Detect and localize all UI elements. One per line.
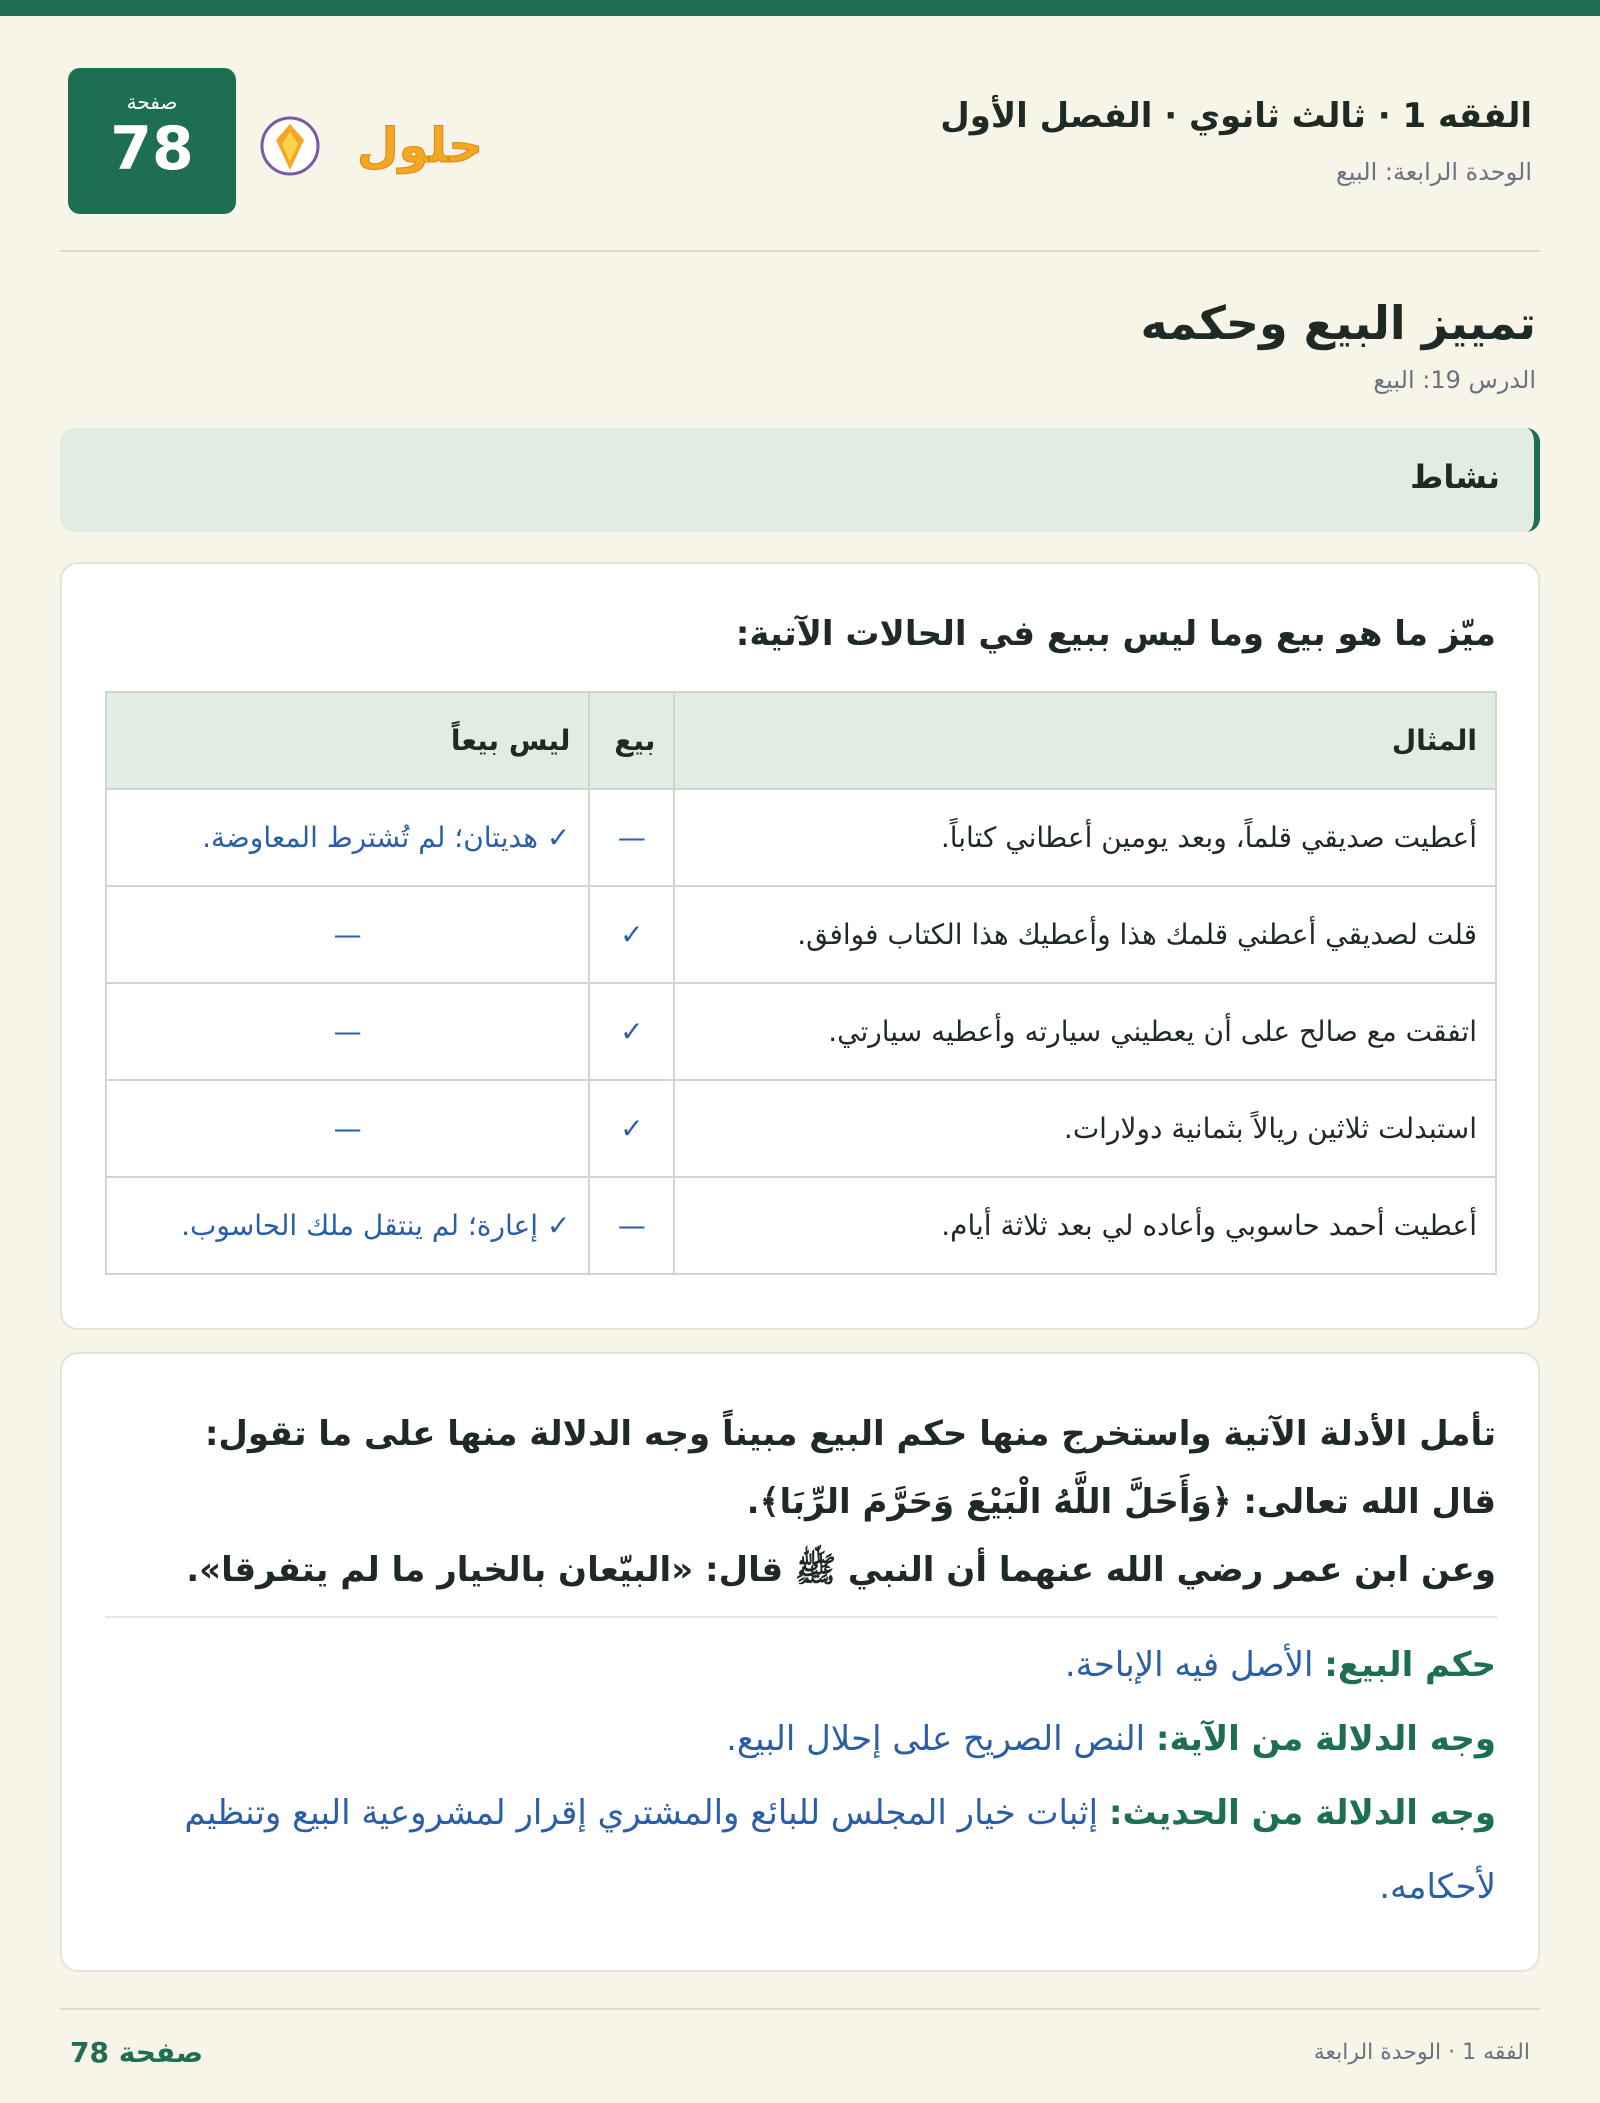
task2-divider xyxy=(105,1616,1497,1618)
task2-answers xyxy=(176,1628,1496,1924)
table-row xyxy=(106,886,1496,983)
answer-label: وجه الدلالة من الحديث: xyxy=(1108,1793,1496,1833)
answer-label: وجه الدلالة من الآية: xyxy=(1155,1719,1496,1759)
logo-wordmark: حلول xyxy=(357,118,483,174)
example-cell: اتفقت مع صالح على أن يعطيني سيارته وأعطيه سيارتي. xyxy=(674,983,1496,1080)
table-row xyxy=(106,983,1496,1080)
quran-verse: قال الله تعالى: ﴿وَأَحَلَّ اللَّهُ الْبَيْعَ وَحَرَّمَ الرِّبَا﴾. xyxy=(746,1482,1496,1522)
footer-divider xyxy=(60,2008,1540,2010)
table-header-row xyxy=(106,692,1496,789)
activity-banner xyxy=(60,428,1540,532)
page-header xyxy=(60,68,1540,218)
example-cell: قلت لصديقي أعطني قلمك هذا وأعطيك هذا الكتاب فوافق. xyxy=(674,886,1496,983)
page-badge-number: 78 xyxy=(110,114,194,184)
answer-hadith-evidence xyxy=(176,1776,1496,1924)
example-cell: أعطيت أحمد حاسوبي وأعاده لي بعد ثلاثة أيام. xyxy=(674,1177,1496,1274)
task1-question: ميّز ما هو بيع وما ليس ببيع في الحالات الآتية: xyxy=(735,614,1496,654)
sale-cell: ✓ xyxy=(589,1080,674,1177)
task1-card xyxy=(60,562,1540,1330)
task2-instruction: تأمل الأدلة الآتية واستخرج منها حكم البيع مبيناً وجه الدلالة منها على ما تقول: xyxy=(204,1414,1496,1454)
header-divider xyxy=(60,250,1540,252)
sale-cell: — xyxy=(589,789,674,886)
example-cell: أعطيت صديقي قلماً، وبعد يومين أعطاني كتاباً. xyxy=(674,789,1496,886)
column-header-example: المثال xyxy=(674,692,1496,789)
answer-ruling xyxy=(176,1628,1496,1702)
sale-cell: ✓ xyxy=(589,983,674,1080)
cases-table xyxy=(105,691,1497,1275)
answer-label: حكم البيع: xyxy=(1324,1645,1496,1685)
page-badge-label: صفحة xyxy=(126,90,178,114)
table-row xyxy=(106,1080,1496,1177)
not-sale-cell: — xyxy=(106,886,589,983)
hulul-logo xyxy=(260,104,500,184)
sale-cell: ✓ xyxy=(589,886,674,983)
example-cell: استبدلت ثلاثين ريالاً بثمانية دولارات. xyxy=(674,1080,1496,1177)
top-accent-strip xyxy=(0,0,1600,16)
table-row xyxy=(106,1177,1496,1274)
not-sale-cell: — xyxy=(106,1080,589,1177)
activity-label: نشاط xyxy=(1410,458,1500,496)
page-number-badge xyxy=(68,68,236,214)
table-row xyxy=(106,789,1496,886)
answer-text: إثبات خيار المجلس للبائع والمشتري إقرار لمشروعية البيع وتنظيم لأحكامه. xyxy=(184,1793,1496,1907)
not-sale-cell: — xyxy=(106,983,589,1080)
answer-text: النص الصريح على إحلال البيع. xyxy=(726,1719,1146,1759)
task2-question xyxy=(96,1400,1496,1604)
not-sale-cell: ✓ إعارة؛ لم ينتقل ملك الحاسوب. xyxy=(106,1177,589,1274)
footer-page-number: صفحة 78 xyxy=(70,2036,204,2069)
task2-card xyxy=(60,1352,1540,1972)
answer-text: الأصل فيه الإباحة. xyxy=(1064,1645,1314,1685)
book-title: الفقه 1 · ثالث ثانوي · الفصل الأول xyxy=(940,96,1532,136)
lesson-subtitle: الدرس 19: البيع xyxy=(1373,366,1536,394)
footer-source: الفقه 1 · الوحدة الرابعة xyxy=(1313,2040,1530,2065)
column-header-sale: بيع xyxy=(589,692,674,789)
sale-cell: — xyxy=(589,1177,674,1274)
not-sale-cell: ✓ هديتان؛ لم تُشترط المعاوضة. xyxy=(106,789,589,886)
unit-subtitle: الوحدة الرابعة: البيع xyxy=(1336,158,1532,186)
column-header-not-sale: ليس بيعاً xyxy=(106,692,589,789)
hadith-text: وعن ابن عمر رضي الله عنهما أن النبي ﷺ قال: «البيّعان بالخيار ما لم يتفرقا». xyxy=(186,1550,1496,1590)
lesson-title: تمييز البيع وحكمه xyxy=(1140,296,1536,350)
answer-verse-evidence xyxy=(176,1702,1496,1776)
